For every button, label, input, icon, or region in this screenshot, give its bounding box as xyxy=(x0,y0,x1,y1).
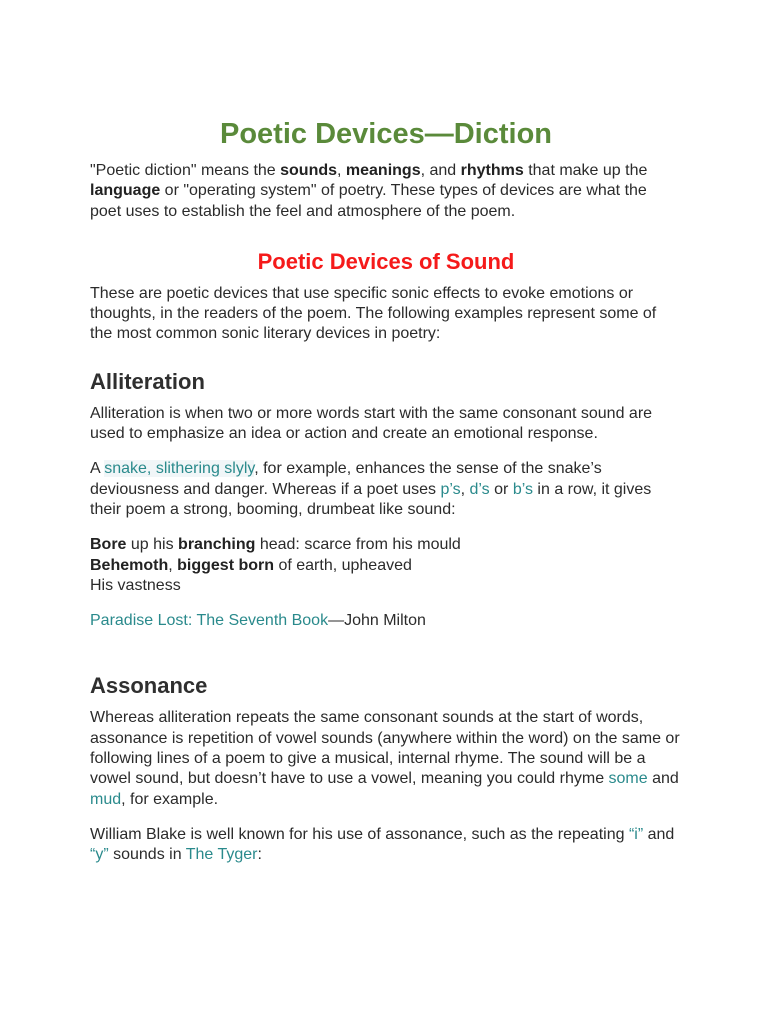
link-mud[interactable]: mud xyxy=(90,790,122,808)
bold-bore: Bore xyxy=(90,536,127,554)
bold-language: language xyxy=(90,182,161,200)
intro-text: that make up the xyxy=(523,162,648,179)
intro-text: , and xyxy=(420,162,461,179)
assonance-text: sounds in xyxy=(108,846,186,864)
intro-text: or "operating system" of poetry. These types of devices are what the poet uses to establish the feel and atmosphere of the poem. xyxy=(90,182,647,220)
citation xyxy=(90,611,682,631)
assonance-text: : xyxy=(257,846,262,864)
intro-text: "Poetic diction" means the xyxy=(90,162,281,179)
quote-text: head: scarce from his mould xyxy=(255,536,461,554)
example-text: in a row, it gives their poem a strong, booming, drumbeat like sound: xyxy=(90,480,652,518)
document-page xyxy=(90,116,682,866)
link-the-tyger[interactable]: The Tyger xyxy=(185,846,258,864)
quote-text: , xyxy=(168,556,178,574)
bold-sounds: sounds xyxy=(280,162,338,179)
bold-behemoth: Behemoth xyxy=(90,556,169,574)
alliteration-definition: Alliteration is when two or more words start with the same consonant sound are used to emphasize an idea or action and create an emotional response. xyxy=(90,404,653,443)
section-title-sound: Poetic Devices of Sound xyxy=(257,248,515,274)
assonance-text: and xyxy=(643,825,675,843)
page-title: Poetic Devices—Diction xyxy=(220,118,552,150)
assonance-definition xyxy=(90,708,682,809)
link-ps[interactable]: p’s xyxy=(440,480,461,498)
link-snake-slithering-slyly[interactable]: snake, slithering slyly xyxy=(104,460,255,478)
assonance-text: Whereas alliteration repeats the same consonant sounds at the start of words, assonance is repetition of vowel sounds (anywhere within the word) on the same or following lines of a poem to give a musical, internal rhyme. The sound will be a vowel sound, but doesn’t have to use a vowel, meaning you could rhyme xyxy=(90,709,680,788)
alliteration-example xyxy=(90,459,682,520)
quote-text: up his xyxy=(126,536,179,554)
bold-rhythms: rhythms xyxy=(460,162,524,179)
poem-quote xyxy=(90,535,682,596)
example-text: A xyxy=(90,460,105,478)
assonance-text: William Blake is well known for his use of assonance, such as the repeating xyxy=(90,825,629,843)
quote-text: of earth, upheaved xyxy=(274,556,412,574)
sound-description: These are poetic devices that use specific sonic effects to evoke emotions or thoughts, in the readers of the poem. The following examples represent some of the most common sonic literary devices in poetry: xyxy=(90,284,657,343)
link-some[interactable]: some xyxy=(608,770,648,788)
assonance-text: and xyxy=(647,770,679,788)
quote-text: His vastness xyxy=(90,576,181,594)
example-text: or xyxy=(489,480,513,498)
citation-author: —John Milton xyxy=(328,612,426,630)
example-text: , xyxy=(460,480,470,498)
bold-meanings: meanings xyxy=(345,162,421,179)
bold-branching: branching xyxy=(178,536,256,554)
intro-text: , xyxy=(337,162,346,179)
link-paradise-lost[interactable]: Paradise Lost: The Seventh Book xyxy=(90,612,329,630)
link-ds[interactable]: d’s xyxy=(469,480,490,498)
example-text: , for example, enhances the sense of the snake’s deviousness and danger. Whereas if a poet uses xyxy=(90,460,602,498)
intro-paragraph xyxy=(90,161,682,222)
link-i[interactable]: “i” xyxy=(628,825,644,843)
link-y[interactable]: “y” xyxy=(90,846,109,864)
heading-alliteration: Alliteration xyxy=(90,368,205,394)
assonance-text: , for example. xyxy=(121,790,219,808)
bold-biggest-born: biggest born xyxy=(177,556,275,574)
assonance-example xyxy=(90,825,682,866)
link-bs[interactable]: b’s xyxy=(512,480,533,498)
heading-assonance: Assonance xyxy=(90,673,208,699)
